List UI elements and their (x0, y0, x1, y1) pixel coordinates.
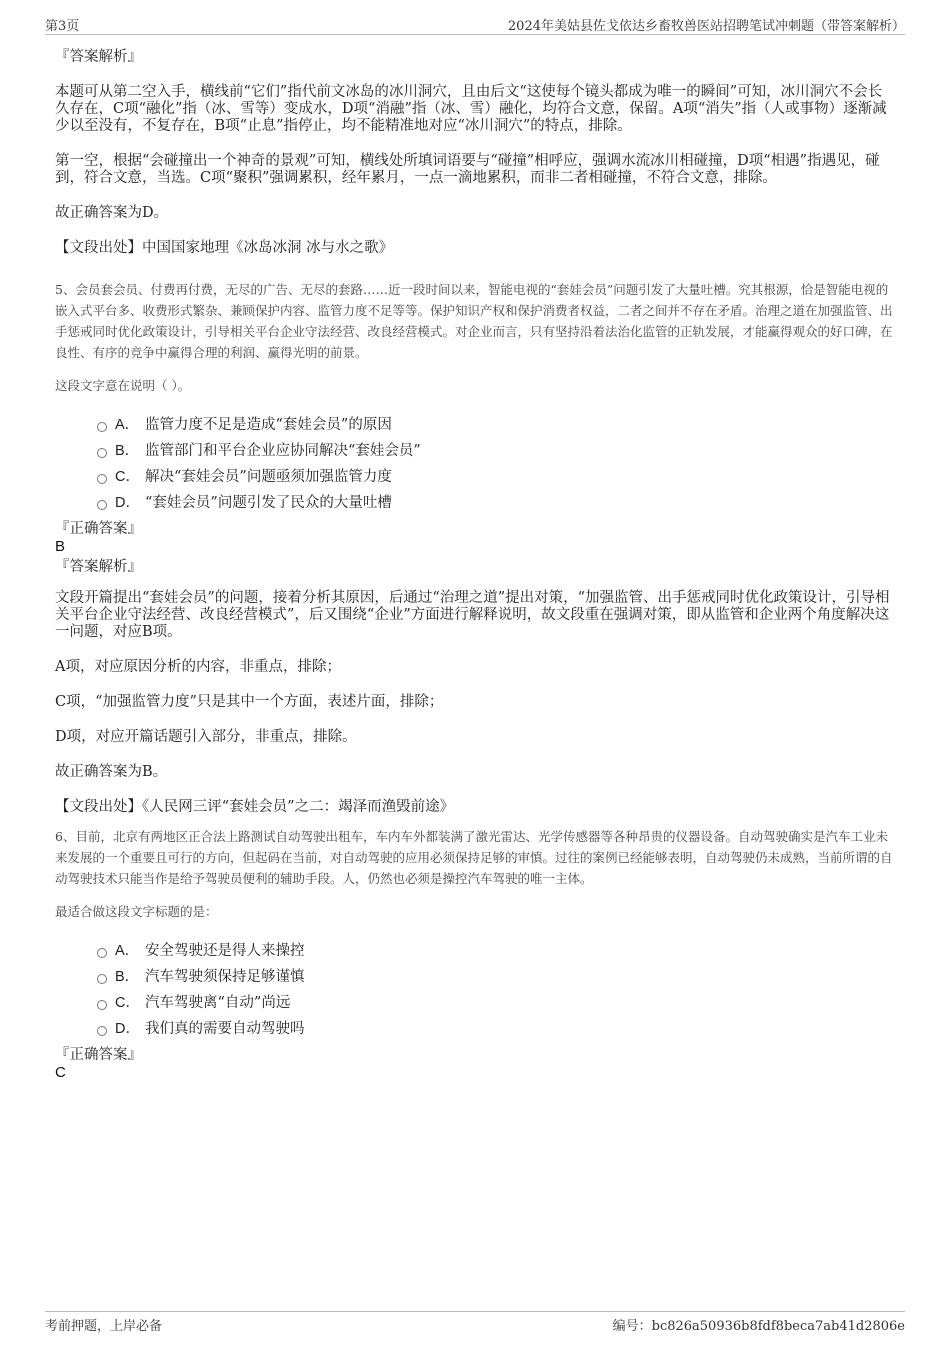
option-d[interactable] (55, 1016, 895, 1042)
option-text: 安全驾驶还是得人来操控 (145, 943, 305, 959)
correct-answer-label: 『正确答案』 (55, 521, 142, 537)
footer-slogan: 考前押题，上岸必备 (45, 1319, 163, 1334)
correct-answer: C (55, 1064, 66, 1081)
analysis-paragraph: D项，对应开篇话题引入部分，非重点，排除。 (55, 729, 357, 745)
option-c[interactable] (55, 990, 895, 1016)
document-id: 编号：bc826a50936b8fdf8beca7ab41d2806e (612, 1319, 905, 1334)
analysis-paragraph: C项，“加强监管力度”只是其中一个方面，表述片面，排除； (55, 694, 444, 710)
option-b[interactable] (55, 964, 895, 990)
option-a[interactable] (55, 938, 895, 964)
question-5-prompt: 这段文字意在说明（ ）。 (55, 378, 191, 393)
option-text: 汽车驾驶须保持足够谨慎 (145, 969, 305, 985)
page-content (55, 44, 895, 1082)
document-title: 2024年美姑县佐戈依达乡畜牧兽医站招聘笔试冲刺题（带答案解析） (507, 19, 905, 34)
option-a[interactable] (55, 412, 895, 438)
radio-icon[interactable] (97, 474, 107, 484)
option-letter: D． (115, 1021, 140, 1037)
question-6-prompt: 最适合做这段文字标题的是： (55, 904, 218, 919)
passage-source: 【文段出处】《人民网三评“套娃会员”之二：竭泽而渔毁前途》 (55, 799, 455, 815)
question-5-options (55, 412, 895, 516)
option-letter: C． (115, 995, 140, 1011)
analysis-label: 『答案解析』 (55, 49, 142, 65)
option-letter: C． (115, 469, 140, 485)
page-number: 第3页 (45, 19, 80, 34)
correct-answer: B (55, 538, 66, 555)
option-letter: B． (115, 443, 140, 459)
option-letter: D． (115, 495, 140, 511)
analysis-label: 『答案解析』 (55, 559, 142, 575)
radio-icon[interactable] (97, 974, 107, 984)
analysis-paragraph: A项，对应原因分析的内容，非重点，排除； (55, 659, 341, 675)
option-text: 解决“套娃会员”问题亟须加强监管力度 (145, 469, 392, 485)
option-letter: A． (115, 943, 140, 959)
page-header (45, 14, 905, 35)
question-5-passage: 5、会员套会员、付费再付费，无尽的广告、无尽的套路……近一段时间以来，智能电视的“套娃会员”问题引发了大量吐槽。究其根源，恰是智能电视的嵌入式平台多、收费形式繁杂、兼顾保护内容、监管力度不足等等。保护知识产权和保护消费者权益，二者之间并不存在矛盾。治理之道在加强监管、出手惩戒同时优化政策设计，引导相关平台企业守法经营、改良经营模式。对企业而言，只有坚持沿着法治化监管的正轨发展，才能赢得观众的好口碑，在良性、有序的竞争中赢得合理的利润、赢得光明的前景。 (55, 282, 893, 360)
option-c[interactable] (55, 464, 895, 490)
radio-icon[interactable] (97, 448, 107, 458)
analysis-paragraph: 文段开篇提出“套娃会员”的问题，接着分析其原因，后通过“治理之道”提出对策，“加强监管、出手惩戒同时优化政策设计，引导相关平台企业守法经营、改良经营模式”，后又围绕“企业”方面进行解释说明，故文段重在强调对策，即从监管和企业两个角度解决这一问题，对应B项。 (55, 590, 890, 640)
radio-icon[interactable] (97, 422, 107, 432)
analysis-conclusion: 故正确答案为D。 (55, 205, 169, 221)
page-footer (45, 1311, 905, 1332)
radio-icon[interactable] (97, 1026, 107, 1036)
passage-source: 【文段出处】中国国家地理《冰岛冰洞 冰与水之歌》 (55, 240, 394, 256)
option-d[interactable] (55, 490, 895, 516)
analysis-paragraph: 本题可从第二空入手，横线前“它们”指代前文冰岛的冰川洞穴，且由后文“这使每个镜头都成为唯一的瞬间”可知，冰川洞穴不会长久存在，C项“融化”指（冰、雪等）变成水，D项“消融”指（冰、雪）融化，均符合文意，保留。A项“消失”指（人或事物）逐渐减少以至没有，不复存在，B项“止息”指停止，均不能精准地对应“冰川洞穴”的特点，排除。 (55, 84, 887, 134)
option-text: 汽车驾驶离“自动”尚远 (145, 995, 291, 1011)
option-letter: B． (115, 969, 140, 985)
analysis-conclusion: 故正确答案为B。 (55, 764, 168, 780)
option-b[interactable] (55, 438, 895, 464)
radio-icon[interactable] (97, 500, 107, 510)
correct-answer-label: 『正确答案』 (55, 1047, 142, 1063)
question-6-passage: 6、目前，北京有两地区正合法上路测试自动驾驶出租车，车内车外都装满了激光雷达、光学传感器等各种昂贵的仪器设备。自动驾驶确实是汽车工业未来发展的一个重要且可行的方向，但起码在当前，对自动驾驶的应用必须保持足够的审慎。过往的案例已经能够表明，自动驾驶仍未成熟，当前所谓的自动驾驶技术只能当作是给予驾驶员便利的辅助手段。人，仍然也必须是操控汽车驾驶的唯一主体。 (55, 829, 893, 886)
question-6-options (55, 938, 895, 1042)
radio-icon[interactable] (97, 1000, 107, 1010)
option-text: 监管部门和平台企业应协同解决“套娃会员” (145, 443, 421, 459)
option-text: “套娃会员”问题引发了民众的大量吐槽 (145, 495, 392, 511)
option-letter: A． (115, 417, 140, 433)
analysis-paragraph: 第一空，根据“会碰撞出一个神奇的景观”可知，横线处所填词语要与“碰撞”相呼应，强调水流冰川相碰撞，D项“相遇”指遇见，碰到，符合文意，当选。C项“聚积”强调累积，经年累月，一点一滴地累积，而非二者相碰撞，不符合文意，排除。 (55, 153, 880, 186)
option-text: 监管力度不足是造成“套娃会员”的原因 (145, 417, 392, 433)
radio-icon[interactable] (97, 948, 107, 958)
option-text: 我们真的需要自动驾驶吗 (145, 1021, 305, 1037)
